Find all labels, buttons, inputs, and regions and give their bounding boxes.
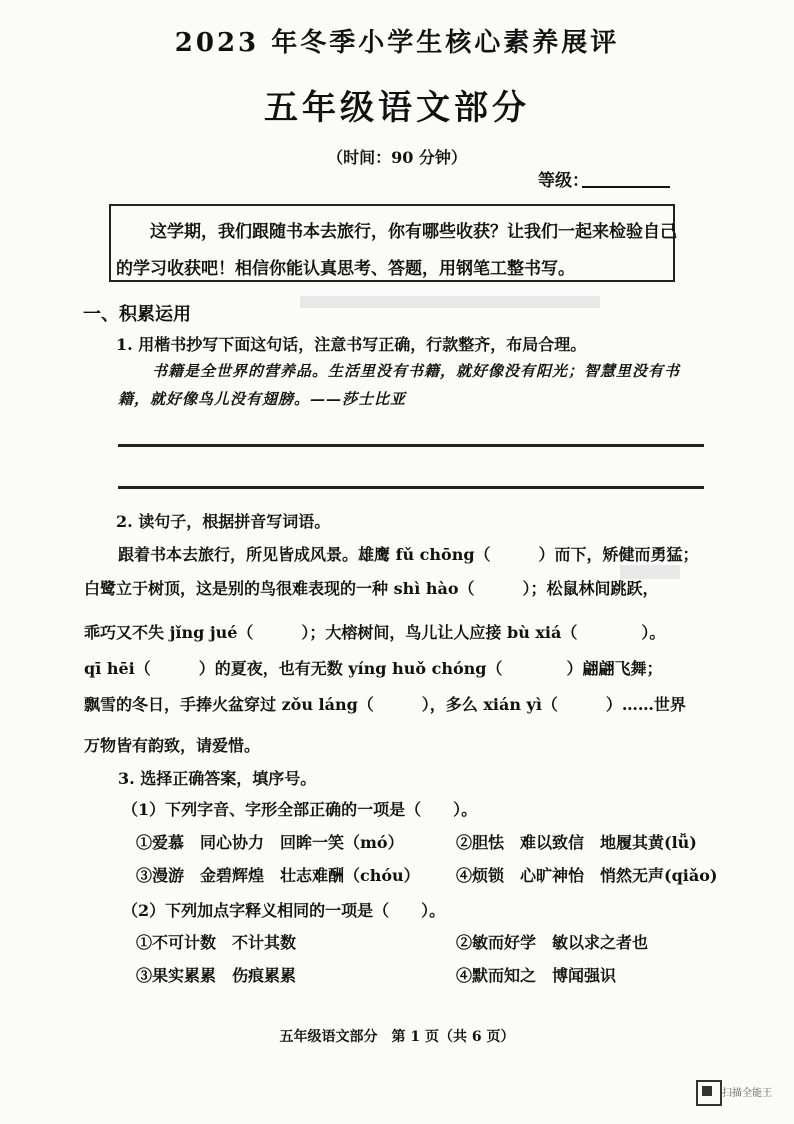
question-2-prompt: 2. 读句子，根据拼音写词语。	[116, 512, 331, 531]
scan-artifact	[300, 296, 600, 308]
q3-sub2-option[interactable]: ②敏而好学 敏以求之者也	[456, 933, 649, 952]
section-title: 一、积累运用	[83, 304, 191, 325]
q3-sub2-option[interactable]: ③果实累累 伤痕累累	[136, 966, 297, 985]
intro-line-1: 这学期，我们跟随书本去旅行，你有哪些收获？让我们一起来检验自己	[150, 222, 677, 242]
q3-sub1-option[interactable]: ③漫游 金碧辉煌 壮志难酬（chóu）	[136, 866, 420, 885]
writing-line-1[interactable]	[118, 444, 704, 447]
question-3-prompt: 3. 选择正确答案，填序号。	[118, 769, 317, 788]
q3-sub1-option[interactable]: ②胆怯 难以致信 地履其黄(lǚ)	[456, 833, 697, 852]
exam-subtitle: 五年级语文部分	[264, 88, 530, 128]
q2-line: 白鹭立于树顶，这是别的鸟很难表现的一种 shì hào（ ）；松鼠林间跳跃，	[84, 579, 659, 598]
q2-line: 飘雪的冬日，手捧火盆穿过 zǒu láng（ ），多么 xián yì（ ）……世界	[84, 695, 686, 714]
intro-line-2: 的学习收获吧！相信你能认真思考、答题，用钢笔工整书写。	[116, 259, 575, 279]
page-footer: 五年级语文部分 第 1 页（共 6 页）	[279, 1029, 515, 1045]
qr-code-inner	[702, 1086, 712, 1096]
writing-line-2[interactable]	[118, 486, 704, 489]
q2-line: qī hēi（ ）的夏夜，也有无数 yíng huǒ chóng（ ）翩翩飞舞；	[84, 659, 663, 678]
quote-line-1: 书籍是全世界的营养品。生活里没有书籍，就好像没有阳光；智慧里没有书	[152, 362, 681, 380]
scanner-watermark: 扫描全能王	[722, 1088, 772, 1099]
question-1-prompt: 1. 用楷书抄写下面这句话，注意书写正确，行款整齐，布局合理。	[116, 335, 587, 354]
q3-sub1-option[interactable]: ④烦锁 心旷神怡 悄然无声(qiǎo)	[456, 866, 718, 885]
exam-title: 2023 年冬季小学生核心素养展评	[174, 28, 620, 58]
exam-time: （时间：90 分钟）	[327, 148, 467, 167]
q2-line: 跟着书本去旅行，所见皆成风景。雄鹰 fǔ chōng（ ）而下，矫健而勇猛；	[118, 545, 699, 564]
q2-line: 乖巧又不失 jǐng jué（ ）；大榕树间，鸟儿让人应接 bù xiá（ ）。	[84, 623, 666, 642]
quote-line-2: 籍，就好像鸟儿没有翅膀。——莎士比亚	[118, 390, 407, 408]
grade-label: 等级：	[538, 171, 589, 191]
grade-blank[interactable]	[582, 186, 670, 188]
q3-sub2-option[interactable]: ④默而知之 博闻强识	[456, 966, 617, 985]
q3-sub1-prompt: （1）下列字音、字形全部正确的一项是（ ）。	[122, 800, 478, 819]
q3-sub2-option[interactable]: ①不可计数 不计其数	[136, 933, 297, 952]
q2-line: 万物皆有韵致，请爱惜。	[84, 736, 261, 755]
q3-sub1-option[interactable]: ①爱慕 同心协力 回眸一笑（mó）	[136, 833, 404, 852]
q3-sub2-prompt: （2）下列加点字释义相同的一项是（ ）。	[122, 901, 446, 920]
